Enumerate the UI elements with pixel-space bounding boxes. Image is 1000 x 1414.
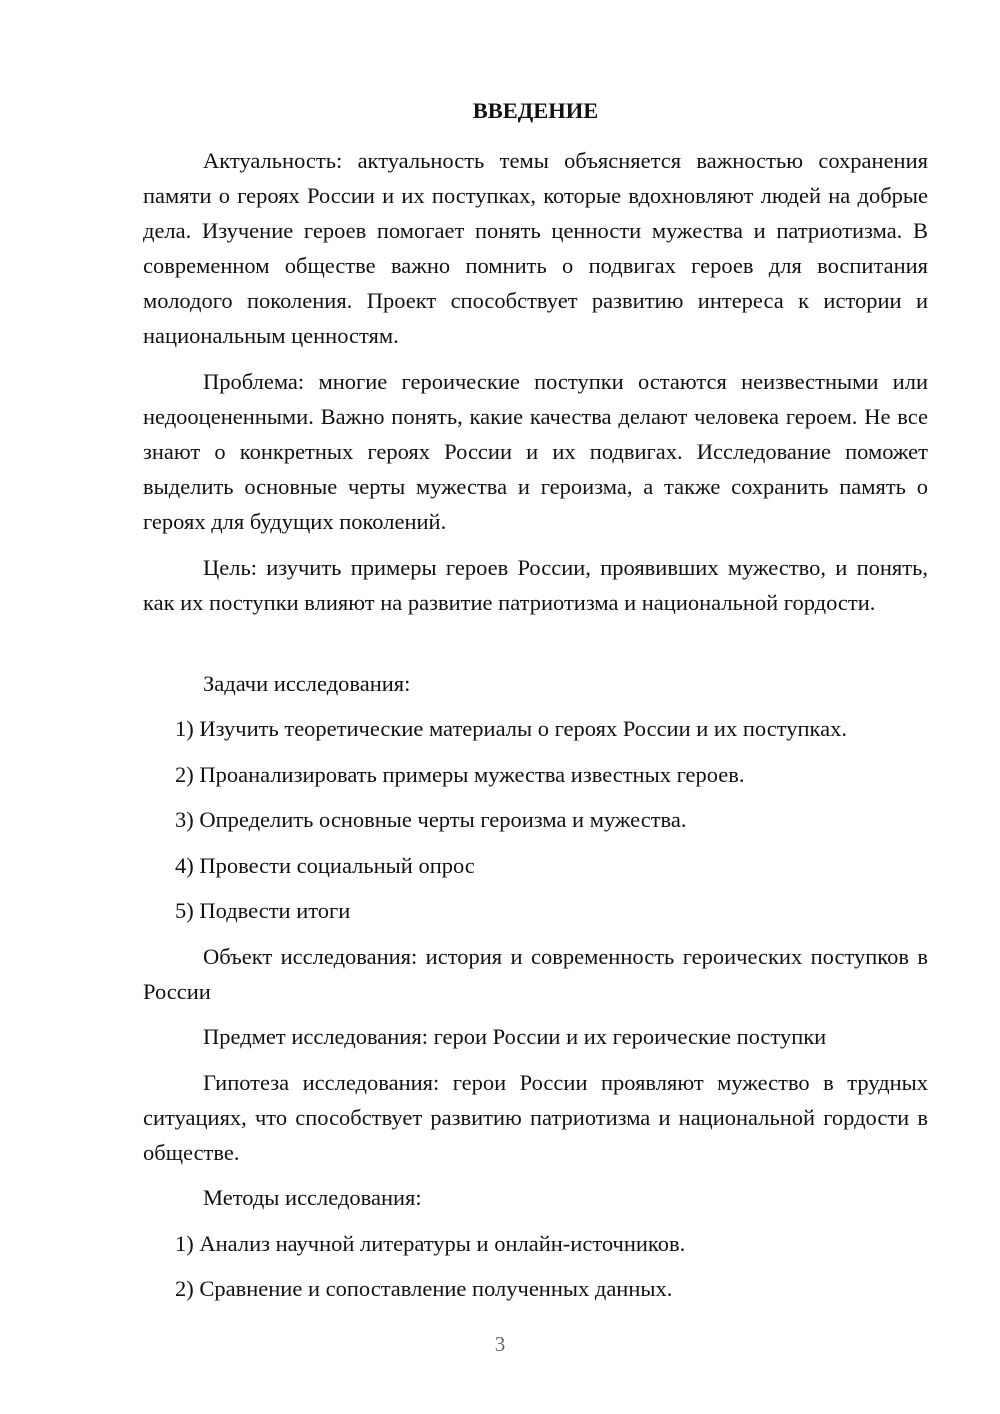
method-item: 2) Сравнение и сопоставление полученных данных.	[175, 1276, 673, 1301]
task-item: 3) Определить основные черты героизма и мужества.	[175, 807, 687, 832]
hypothesis-paragraph: Гипотеза исследования: герои России проявляют мужество в трудных ситуациях, что способствует развитию патриотизма и национальной гордости в обществе.	[143, 1070, 928, 1165]
section-title: ВВЕДЕНИЕ	[472, 98, 599, 123]
method-item: 1) Анализ научной литературы и онлайн-источников.	[175, 1231, 686, 1256]
task-item: 5) Подвести итоги	[175, 898, 351, 923]
task-item: 4) Провести социальный опрос	[175, 853, 475, 878]
subject-paragraph: Предмет исследования: герои России и их героические поступки	[203, 1024, 827, 1049]
object-paragraph: Объект исследования: история и современность героических поступков в России	[143, 944, 928, 1004]
actuality-paragraph: Актуальность: актуальность темы объясняется важностью сохранения памяти о героях России и их поступках, которые вдохновляют людей на добрые дела. Изучение героев помогает понять ценности мужества и патриотизма. В современном обществе важно помнить о подвигах героев для воспитания молодого поколения. Проект способствует развитию интереса к истории и национальным ценностям.	[143, 148, 928, 348]
task-item: 1) Изучить теоретические материалы о героях России и их поступках.	[175, 716, 847, 741]
problem-paragraph: Проблема: многие героические поступки остаются неизвестными или недооцененными. Важно понять, какие качества делают человека героем. Не все знают о конкретных героях России и их подвигах. Исследование поможет выделить основные черты мужества и героизма, а также сохранить память о героях для будущих поколений.	[143, 369, 928, 534]
methods-heading: Методы исследования:	[203, 1185, 422, 1210]
tasks-heading: Задачи исследования:	[203, 671, 411, 696]
goal-paragraph: Цель: изучить примеры героев России, проявивших мужество, и понять, как их поступки влияют на развитие патриотизма и национальной гордости.	[143, 555, 928, 615]
page-number: 3	[494, 1332, 506, 1356]
task-item: 2) Проанализировать примеры мужества известных героев.	[175, 762, 745, 787]
